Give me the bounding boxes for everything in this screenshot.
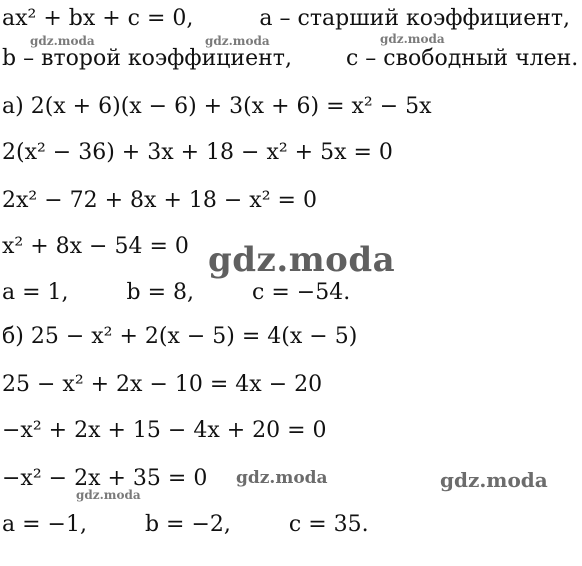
watermark-logo: gdz.moda (440, 468, 548, 492)
leading-coefficient-definition: a – старший коэффициент, (259, 6, 571, 31)
definition-line-2 (2, 46, 578, 72)
second-coefficient-definition: b – второй коэффициент, (2, 46, 292, 71)
coef-a: a = 1, (2, 280, 69, 305)
part-a-step-2: 2(x² − 36) + 3x + 18 − x² + 5x = 0 (2, 140, 393, 165)
part-a-step-3: 2x² − 72 + 8x + 18 − x² = 0 (2, 188, 317, 213)
part-a-coefficients (2, 280, 350, 306)
part-b-step-3: −x² + 2x + 15 − 4x + 20 = 0 (2, 418, 327, 443)
free-term-definition: c – свободный член. (345, 46, 579, 71)
part-a-step-1 (2, 94, 432, 120)
watermark-logo: gdz.moda (380, 32, 445, 46)
watermark-logo: gdz.moda (205, 34, 270, 48)
coef-a: a = −1, (2, 512, 87, 537)
part-a-equation: 2(x + 6)(x − 6) + 3(x + 6) = x² − 5x (30, 94, 432, 119)
watermark-logo: gdz.moda (208, 240, 396, 280)
coef-b: b = 8, (126, 280, 195, 305)
part-a-step-4: x² + 8x − 54 = 0 (2, 234, 189, 259)
definition-line-1 (2, 6, 570, 32)
part-b-equation: 25 − x² + 2(x − 5) = 4(x − 5) (30, 324, 358, 349)
part-a-label: а) (2, 94, 24, 119)
part-b-step-2: 25 − x² + 2x − 10 = 4x − 20 (2, 372, 323, 397)
coef-c: c = 35. (288, 512, 369, 537)
part-b-label: б) (2, 324, 24, 349)
coef-b: b = −2, (144, 512, 231, 537)
watermark-logo: gdz.moda (30, 34, 95, 48)
part-b-step-4: −x² − 2x + 35 = 0 (2, 466, 208, 491)
general-equation: ax² + bx + c = 0, (2, 6, 194, 31)
part-b-coefficients (2, 512, 369, 538)
part-b-step-1 (2, 324, 357, 350)
coef-c: c = −54. (252, 280, 351, 305)
watermark-logo: gdz.moda (76, 488, 141, 502)
watermark-logo: gdz.moda (236, 468, 328, 488)
